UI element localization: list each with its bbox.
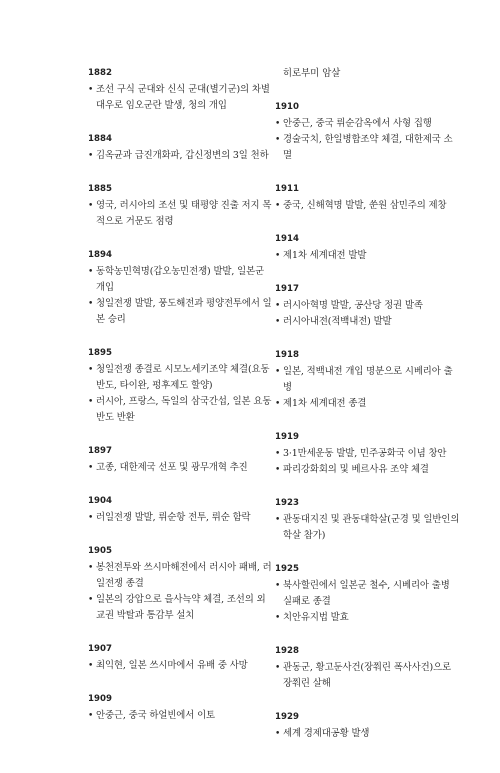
entry-year: 1911 — [275, 184, 299, 194]
entry-year: 1918 — [275, 350, 299, 360]
event-item: • 동학농민혁명(갑오농민전쟁) 발발, 일본군 개입 — [88, 264, 274, 296]
timeline-entry — [88, 444, 274, 476]
event-item: • 안중근, 중국 뤼순감옥에서 사형 집행 — [275, 116, 461, 132]
entry-year: 1905 — [88, 546, 112, 556]
event-item: • 청일전쟁 발발, 풍도해전과 평양전투에서 일본 승리 — [88, 296, 274, 328]
entry-year: 1925 — [275, 564, 299, 574]
entry-year: 1904 — [88, 496, 112, 506]
timeline-entry — [275, 430, 461, 478]
timeline-entry — [88, 494, 274, 526]
timeline-entry — [88, 544, 274, 624]
entry-year: 1907 — [88, 644, 112, 654]
event-item: • 제1차 세계대전 발발 — [275, 248, 461, 264]
event-item: • 조선 구식 군대와 신식 군대(별기군)의 차별대우로 임오군란 발생, 청의 개입 — [88, 82, 274, 114]
event-item: • 러시아혁명 발발, 공산당 정권 발족 — [275, 298, 461, 314]
event-item: • 치안유지법 발효 — [275, 610, 461, 626]
timeline-entry — [88, 346, 274, 426]
entry-year: 1882 — [88, 68, 112, 78]
event-item: • 봉천전투와 쓰시마해전에서 러시아 패배, 러일전쟁 종결 — [88, 560, 274, 592]
entry-year: 1928 — [275, 646, 299, 656]
entry-year: 1910 — [275, 102, 299, 112]
timeline-entry — [275, 562, 461, 626]
entry-year: 1917 — [275, 284, 299, 294]
event-item: • 북사할린에서 일본군 철수, 시베리아 출병 실패로 종결 — [275, 578, 461, 610]
event-item: • 관동군, 황고둔사건(장쭤린 폭사사건)으로 장쭤린 살해 — [275, 660, 461, 692]
timeline-column-right — [275, 66, 461, 760]
event-item: • 경술국치, 한일병합조약 체결, 대한제국 소멸 — [275, 132, 461, 164]
entry-year: 1923 — [275, 498, 299, 508]
timeline-entry — [275, 348, 461, 412]
entry-year: 1897 — [88, 446, 112, 456]
entry-year: 1929 — [275, 712, 299, 722]
event-item: • 러일전쟁 발발, 뤼순항 전투, 뤼순 함락 — [88, 510, 274, 526]
timeline-entry — [275, 496, 461, 544]
continued-item: 히로부미 암살 — [283, 68, 341, 79]
entry-year: 1914 — [275, 234, 299, 244]
timeline-entry — [88, 642, 274, 674]
event-item: • 파리강화회의 및 베르사유 조약 체결 — [275, 462, 461, 478]
timeline-entry — [88, 692, 274, 724]
timeline-entry — [275, 710, 461, 742]
event-item: • 3·1만세운동 발발, 민주공화국 이념 창안 — [275, 446, 461, 462]
event-item: • 러시아, 프랑스, 독일의 삼국간섭, 일본 요동반도 반환 — [88, 394, 274, 426]
event-item: • 김옥균과 급진개화파, 갑신정변의 3일 천하 — [88, 148, 274, 164]
entry-year: 1894 — [88, 250, 112, 260]
entry-year: 1884 — [88, 134, 112, 144]
event-item: • 최익현, 일본 쓰시마에서 유배 중 사망 — [88, 658, 274, 674]
event-item: • 중국, 신해혁명 발발, 쑨원 삼민주의 제창 — [275, 198, 461, 214]
timeline-entry — [88, 132, 274, 164]
event-item: • 청일전쟁 종결로 시모노세키조약 체결(요동반도, 타이완, 펑후제도 할양) — [88, 362, 274, 394]
timeline-column-left — [88, 66, 274, 742]
event-item: • 러시아내전(적백내전) 발발 — [275, 314, 461, 330]
timeline-entry — [275, 182, 461, 214]
entry-year: 1909 — [88, 694, 112, 704]
entry-year: 1919 — [275, 432, 299, 442]
timeline-entry — [275, 644, 461, 692]
timeline-entry — [88, 248, 274, 328]
event-item: • 안중근, 중국 하얼빈에서 이토 — [88, 708, 274, 724]
timeline-entry — [275, 100, 461, 164]
timeline-entry — [88, 66, 274, 114]
event-item: • 고종, 대한제국 선포 및 광무개혁 추진 — [88, 460, 274, 476]
event-item: • 일본, 적백내전 개입 명분으로 시베리아 출병 — [275, 364, 461, 396]
event-item: • 관동대지진 및 관동대학살(군경 및 일반인의 학살 참가) — [275, 512, 461, 544]
timeline-entry — [275, 282, 461, 330]
event-item: • 세계 경제대공황 발생 — [275, 726, 461, 742]
event-item: • 영국, 러시아의 조선 및 태평양 진출 저지 목적으로 거문도 점령 — [88, 198, 274, 230]
entry-year: 1885 — [88, 184, 112, 194]
event-item: • 제1차 세계대전 종결 — [275, 396, 461, 412]
timeline-entry — [275, 232, 461, 264]
entry-year: 1895 — [88, 348, 112, 358]
event-item: • 일본의 강압으로 을사늑약 체결, 조선의 외교권 박탈과 통감부 설치 — [88, 592, 274, 624]
timeline-entry — [88, 182, 274, 230]
